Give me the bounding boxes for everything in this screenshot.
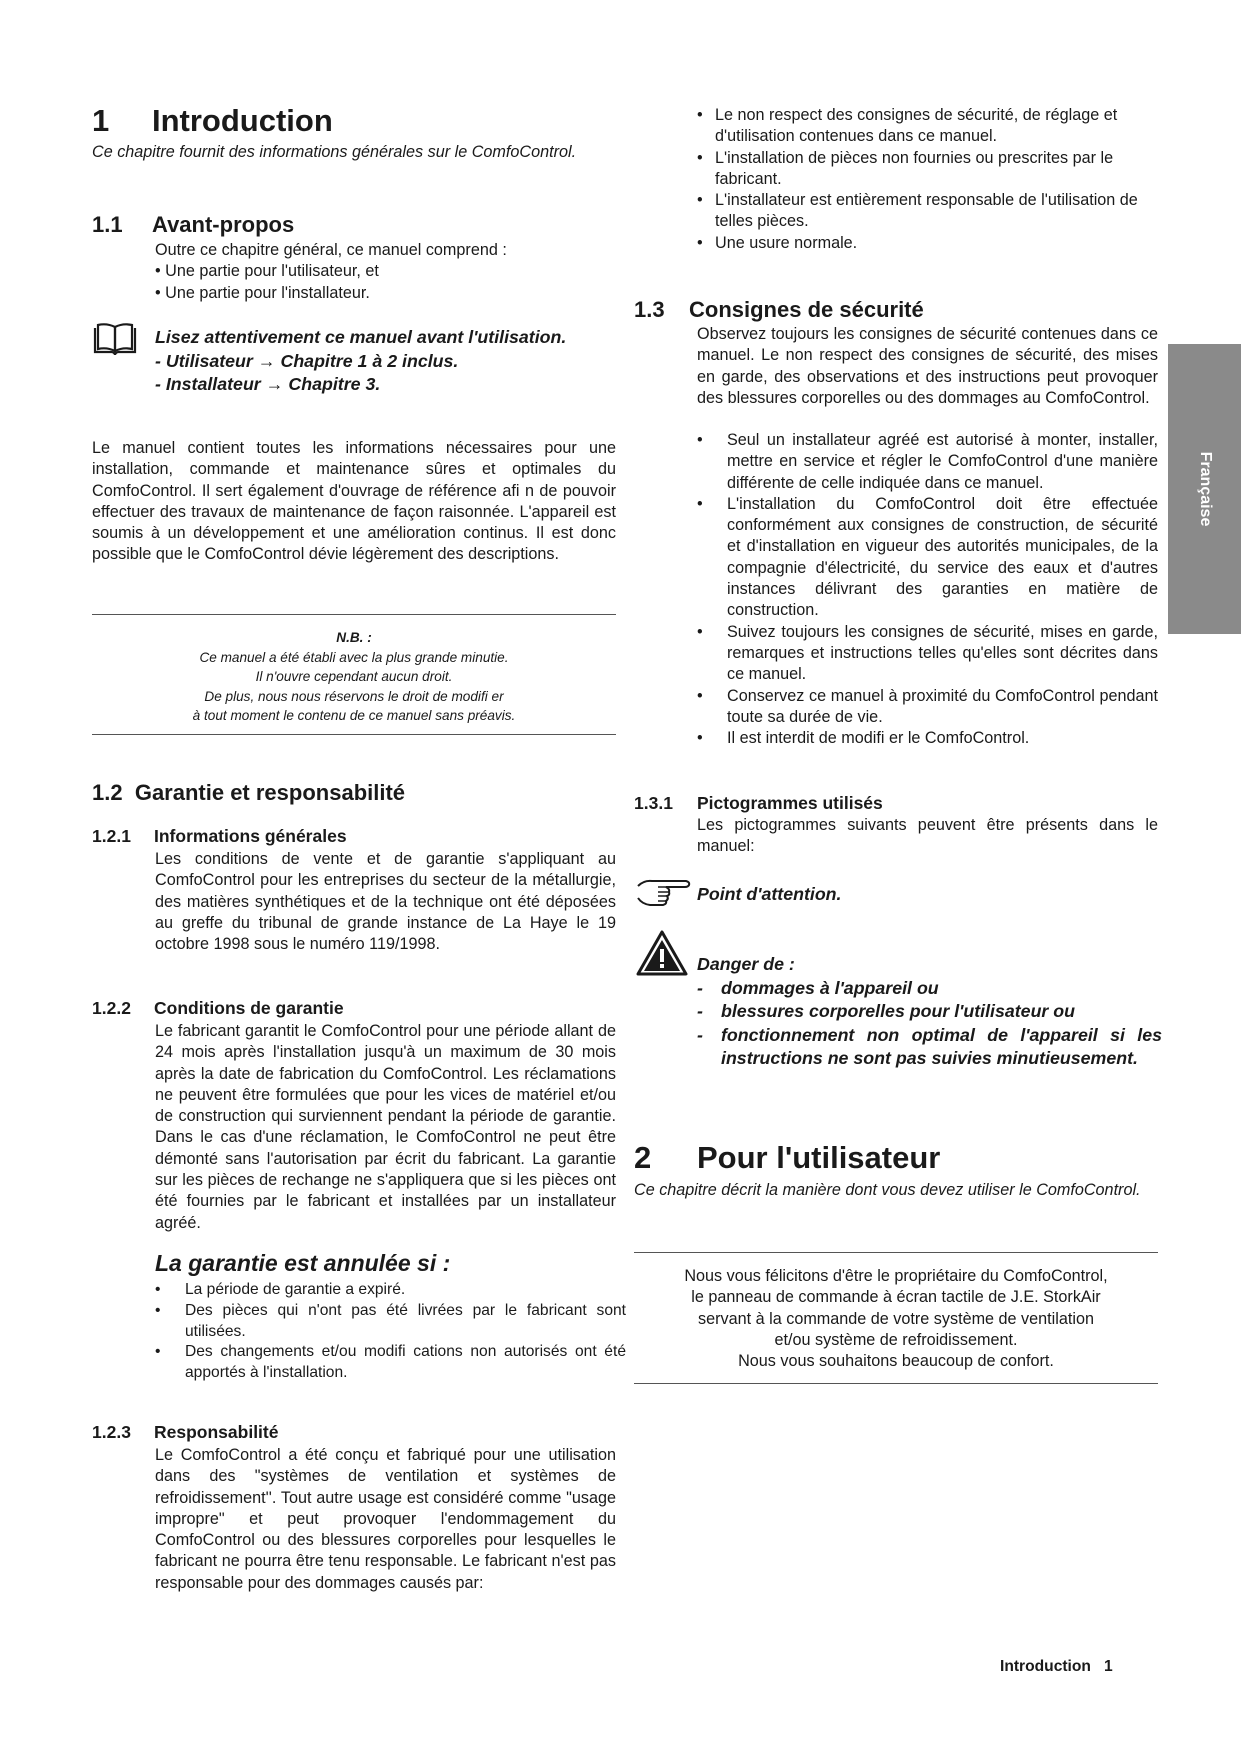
nb-line: De plus, nous nous réservons le droit de modifi er xyxy=(204,688,504,704)
list-item: • L'installateur est entièrement responsable de l'utilisation de telles pièces. xyxy=(697,191,1138,231)
foreword-item: • Une partie pour l'installateur. xyxy=(155,283,370,302)
list-item: • Seul un installateur agréé est autorisé à monter, installer, mettre en service et régler le ComfoControl d'une manière différente de celle indiquée dans ce manuel. xyxy=(697,431,1158,492)
subsection-number-1-2-2: 1.2.2 xyxy=(92,998,131,1018)
language-tab-label: Française xyxy=(1196,451,1214,527)
nb-line: Ce manuel a été établi avec la plus grande minutie. xyxy=(199,649,509,665)
list-item: • Conservez ce manuel à proximité du ComfoControl pendant toute sa durée de vie. xyxy=(697,686,1158,726)
nb-box xyxy=(92,628,616,726)
danger-item: - blessures corporelles pour l'utilisateur ou xyxy=(697,1001,1076,1021)
foreword-block xyxy=(155,240,615,304)
chapter-title-2: Pour l'utilisateur xyxy=(697,1140,941,1175)
general-info-text: Les conditions de vente et de garantie s'appliquant au ComfoControl pour les entreprises du secteur de la métallurgie, des matières synthétiques et de la technique ont été déposées au greffe du tribunal de grande instance de La Haye le 19 octobre 1998 sous le numéro 119/1998. xyxy=(155,850,616,954)
section-title-1-2: 1.2 Garantie et responsabilité xyxy=(92,780,406,805)
pointing-hand-icon xyxy=(636,876,692,908)
subsection-title-1-3-1: Pictogrammes utilisés xyxy=(697,793,883,813)
danger-item: - dommages à l'appareil ou xyxy=(697,977,939,998)
danger-block xyxy=(697,953,1162,1071)
divider xyxy=(634,1252,1158,1253)
nb-title: N.B. : xyxy=(336,630,372,645)
section-title-1-3: Consignes de sécurité xyxy=(689,297,924,322)
list-item: • L'installation du ComfoControl doit être effectuée conformément aux consignes de construction, de sécurité et d'installation en vigueur des autorités municipales, de la compagnie d'électricité, du service des eaux et d'autres instances délivrant des garanties en matière de construction. xyxy=(697,494,1158,620)
welcome-line: et/ou système de refroidissement. xyxy=(774,1330,1018,1349)
subsection-number-1-2-3: 1.2.3 xyxy=(92,1422,131,1442)
danger-item: - fonctionnement non optimal de l'appareil si les instructions ne sont pas suivies minutieusement. xyxy=(697,1024,1162,1068)
chapter-title: Introduction xyxy=(152,103,333,138)
welcome-line: Nous vous félicitons d'être le propriétaire du ComfoControl, xyxy=(684,1267,1108,1285)
welcome-line: le panneau de commande à écran tactile de J.E. StorkAir xyxy=(691,1288,1101,1307)
nb-line: à tout moment le contenu de ce manuel sans préavis. xyxy=(192,708,516,724)
section-title-1-1: Avant-propos xyxy=(152,212,295,237)
list-item: • La période de garantie a expiré. xyxy=(155,1281,406,1298)
subsection-number-1-2-1: 1.2.1 xyxy=(92,826,131,846)
read-manual-line: - Installateur → Chapitre 3. xyxy=(155,374,381,394)
subsection-title-1-2-2: Conditions de garantie xyxy=(154,998,344,1018)
welcome-box xyxy=(634,1266,1158,1372)
welcome-line: Nous vous souhaitons beaucoup de confort. xyxy=(738,1352,1054,1371)
danger-title: Danger de : xyxy=(697,954,795,974)
list-item: • Suivez toujours les consignes de sécurité, mises en garde, remarques et instructions telles qu'elles sont décrites dans ce manuel. xyxy=(697,622,1158,684)
language-tab xyxy=(1168,344,1241,634)
foreword-item: • Une partie pour l'utilisateur, et xyxy=(155,262,379,281)
warranty-text: Le fabricant garantit le ComfoControl pour une période allant de 24 mois après l'installation jusqu'à un maximum de 30 mois après la date de fabrication du ComfoControl. Les réclamations ne peuvent être formulées que pour les vices de matériel et/ou de construction qui surviennent pendant la période de garantie. Dans le cas d'une réclamation, le ComfoControl ne peut être démonté sans l'autorisation par écrit du fabricant. La garantie sur les pièces de rechange ne s'appliquera que si les pièces ont été fournies par le fabricant et installées par un installateur agréé. xyxy=(155,1022,616,1232)
list-item: • Une usure normale. xyxy=(697,233,858,252)
foreword-lead: Outre ce chapitre général, ce manuel comprend : xyxy=(155,241,507,259)
page-number: 1 xyxy=(1103,1658,1113,1675)
list-item: • Des pièces qui n'ont pas été livrées par le fabricant sont utilisées. xyxy=(155,1301,626,1340)
subsection-title-1-2-3: Responsabilité xyxy=(154,1422,279,1442)
section-number-1-3: 1.3 xyxy=(634,297,665,322)
read-manual-line: - Utilisateur → Chapitre 1 à 2 inclus. xyxy=(155,350,459,371)
chapter-number-2: 2 xyxy=(634,1140,652,1175)
list-item: • Il est interdit de modifi er le ComfoControl. xyxy=(697,729,1030,748)
book-icon xyxy=(92,322,138,356)
nb-line: Il n'ouvre cependant aucun droit. xyxy=(255,669,453,685)
footer xyxy=(1000,1658,1113,1676)
read-manual-line: Lisez attentivement ce manuel avant l'utilisation. xyxy=(155,327,567,347)
liability-list xyxy=(697,105,1159,254)
welcome-line: servant à la commande de votre système de ventilation xyxy=(698,1309,1094,1328)
warranty-void-list xyxy=(155,1280,626,1384)
divider xyxy=(92,614,616,615)
footer-label: Introduction xyxy=(1000,1658,1091,1675)
list-item: • Le non respect des consignes de sécurité, de réglage et d'utilisation contenues dans ce manuel. xyxy=(697,106,1118,146)
attention-label: Point d'attention. xyxy=(697,884,842,904)
safety-text: Observez toujours les consignes de sécurité contenues dans ce manuel. Le non respect des consignes de sécurité, des mises en garde, des observations et des instructions peut provoquer des blessures corporelles ou des dommages au ComfoControl. xyxy=(697,325,1158,407)
warranty-void-title: La garantie est annulée si : xyxy=(155,1250,451,1276)
safety-list xyxy=(697,430,1158,749)
list-item: • Des changements et/ou modifi cations non autorisés ont été apportés à l'installation. xyxy=(155,1343,626,1382)
section-number-1-1: 1.1 xyxy=(92,212,123,237)
chapter-number: 1 xyxy=(92,103,110,138)
subsection-title-1-2-1: Informations générales xyxy=(154,826,347,846)
warning-icon xyxy=(636,930,688,976)
chapter-intro: Ce chapitre fournit des informations générales sur le ComfoControl. xyxy=(92,143,577,161)
liability-text: Le ComfoControl a été conçu et fabriqué pour une utilisation dans des "systèmes de ventilation et systèmes de refroidissement''. Tout autre usage est considéré comme "usage impropre" et peut provoquer l'endommagement du ComfoControl ou des blessures corporelles pour lesquelles le fabricant ne pourra être tenu responsable. Le fabricant n'est pas responsable pour des dommages causés par: xyxy=(155,1446,616,1592)
divider xyxy=(634,1383,1158,1384)
divider xyxy=(92,734,616,735)
list-item: • L'installation de pièces non fournies ou prescrites par le fabricant. xyxy=(697,148,1114,188)
subsection-number-1-3-1: 1.3.1 xyxy=(634,793,673,813)
pictograms-text: Les pictogrammes suivants peuvent être présents dans le manuel: xyxy=(697,816,1158,856)
read-manual-note xyxy=(155,326,616,397)
chapter-2-intro: Ce chapitre décrit la manière dont vous devez utiliser le ComfoControl. xyxy=(634,1181,1141,1199)
manual-paragraph: Le manuel contient toutes les informations nécessaires pour une installation, commande et maintenance sûres et optimales du ComfoControl. Il sert également d'ouvrage de référence afi n de pouvoir effectuer des travaux de maintenance de façon raisonnée. L'appareil est soumis à un développement et une amélioration continus. Il est donc possible que le ComfoControl dévie légèrement des descriptions. xyxy=(92,439,616,564)
